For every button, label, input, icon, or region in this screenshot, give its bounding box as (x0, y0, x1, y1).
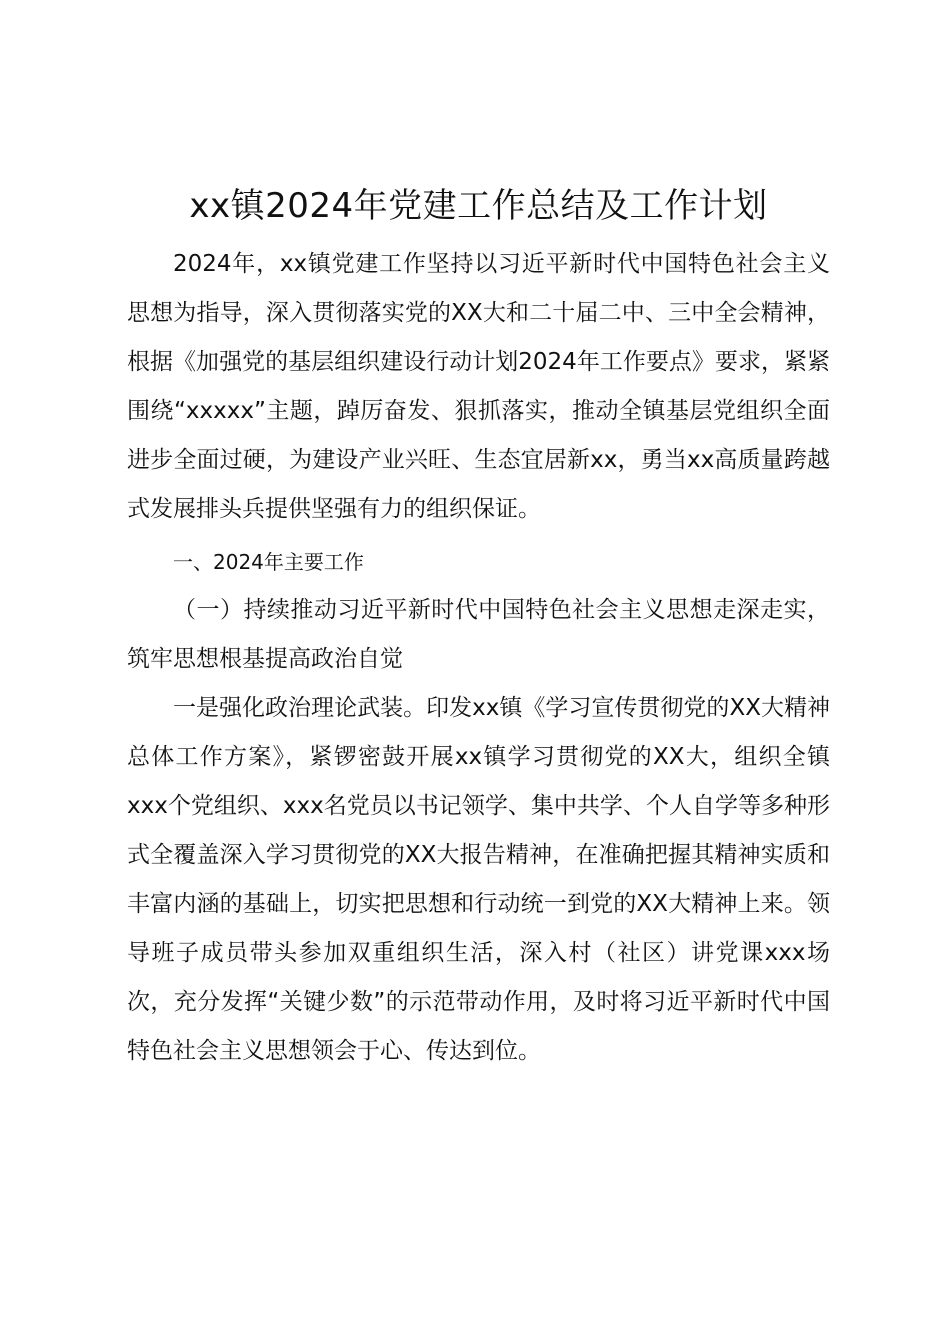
section-heading: 一、2024年主要工作 (173, 550, 364, 574)
document-body (127, 180, 830, 1076)
intro-paragraph: 2024年，xx镇党建工作坚持以习近平新时代中国特色社会主义思想为指导，深入贯彻落实党的XX大和二十届二中、三中全会精神，根据《加强党的基层组织建设行动计划2024年工作要点》要求，紧紧围绕“xxxxx”主题，踔厉奋发、狠抓落实，推动全镇基层党组织全面进步全面过硬，为建设产业兴旺、生态宜居新xx，勇当xx高质量跨越式发展排头兵提供坚强有力的组织保证。 (127, 251, 830, 522)
body-paragraph: 一是强化政治理论武装。印发xx镇《学习宣传贯彻党的XX大精神总体工作方案》，紧锣密鼓开展xx镇学习贯彻党的XX大，组织全镇xxx个党组织、xxx名党员以书记领学、集中共学、个人自学等多种形式全覆盖深入学习贯彻党的XX大报告精神，在准确把握其精神实质和丰富内涵的基础上，切实把思想和行动统一到党的XX大精神上来。领导班子成员带头参加双重组织生活，深入村（社区）讲党课xxx场次，充分发挥“关键少数”的示范带动作用，及时将习近平新时代中国特色社会主义思想领会于心、传达到位。 (127, 695, 830, 1064)
document-title: xx镇2024年党建工作总结及工作计划 (189, 186, 768, 226)
subsection-heading: （一）持续推动习近平新时代中国特色社会主义思想走深走实，筑牢思想根基提高政治自觉 (127, 597, 830, 672)
